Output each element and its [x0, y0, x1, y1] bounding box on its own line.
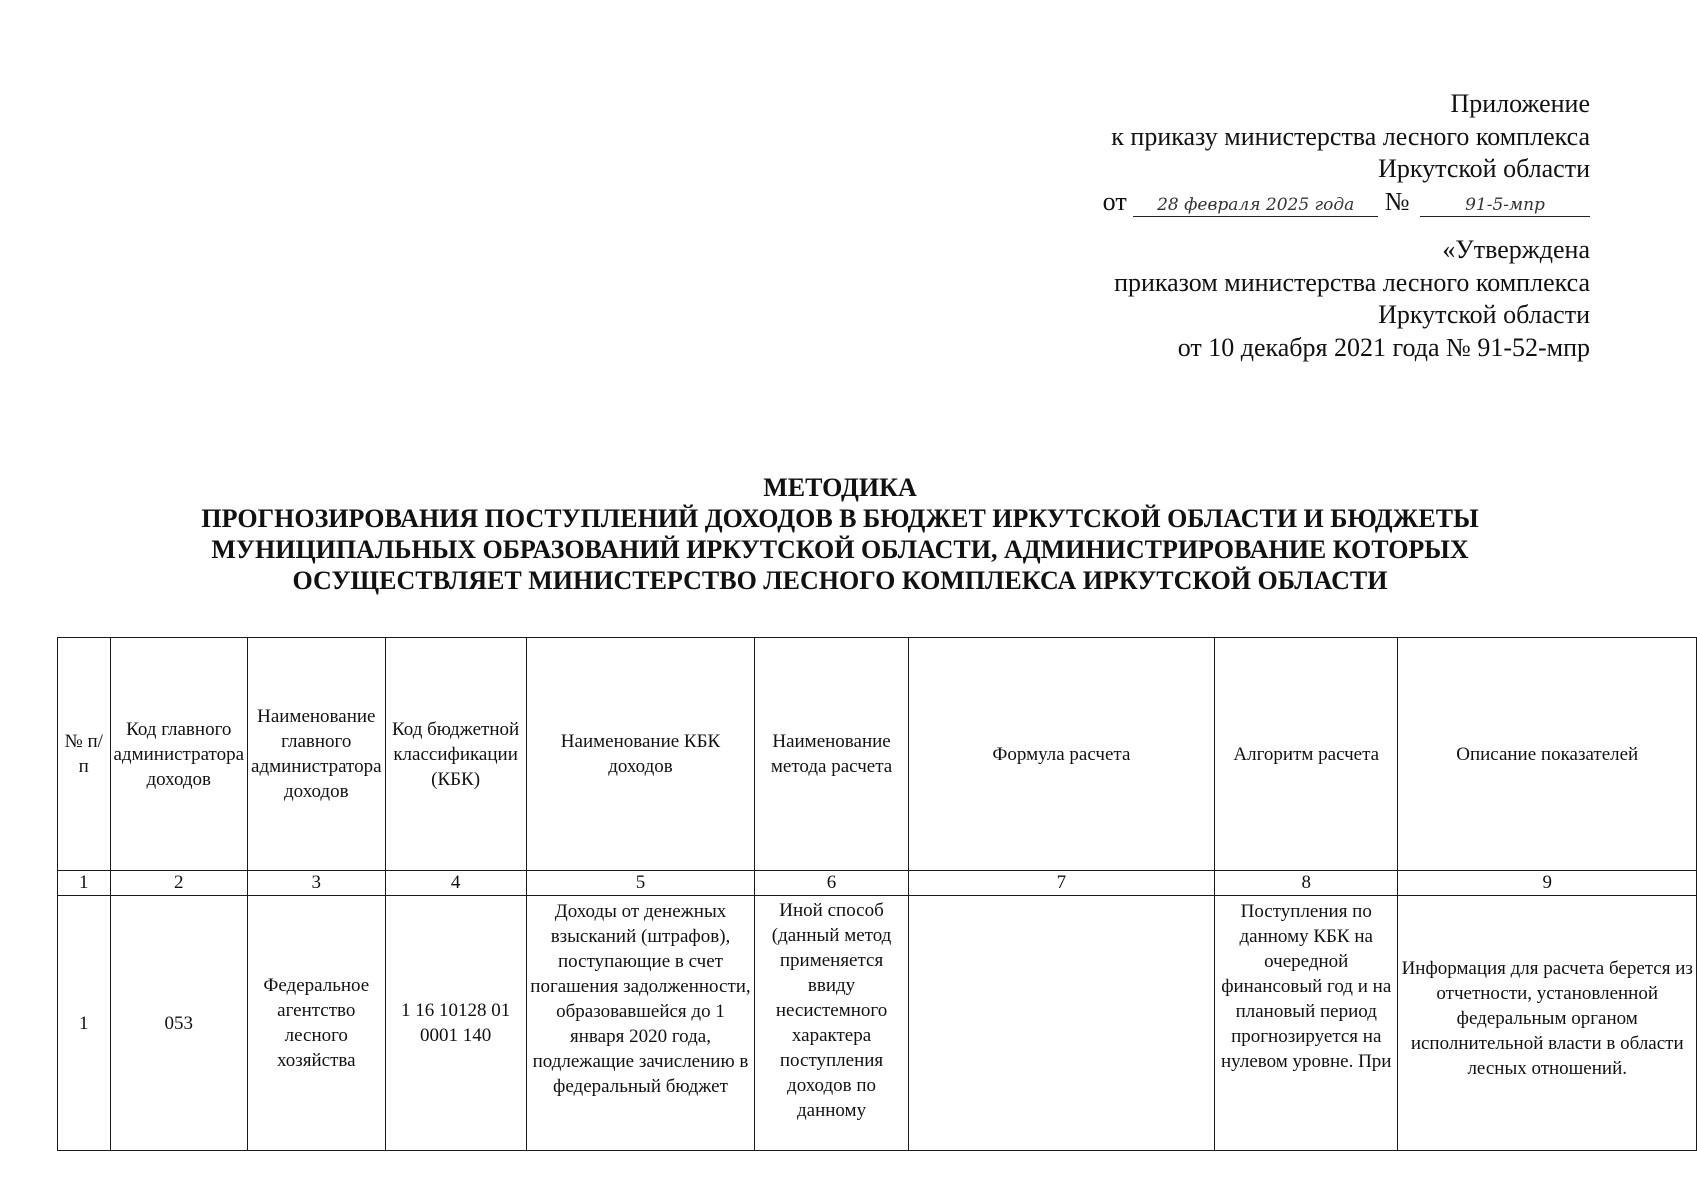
methodology-table: [57, 637, 1697, 1151]
approved-line: Иркутской области: [1378, 300, 1590, 329]
title-line: МУНИЦИПАЛЬНЫХ ОБРАЗОВАНИЙ ИРКУТСКОЙ ОБЛАСТИ, АДМИНИСТРИРОВАНИЕ КОТОРЫХ: [211, 535, 1469, 564]
column-number-cell: 3: [248, 871, 386, 896]
appendix-line: Иркутской области: [1378, 154, 1590, 183]
header-cell: Формула расчета: [908, 638, 1214, 871]
title-line: ОСУЩЕСТВЛЯЕТ МИНИСТЕРСТВО ЛЕСНОГО КОМПЛЕКСА ИРКУТСКОЙ ОБЛАСТИ: [292, 566, 1388, 595]
column-number-cell: 9: [1398, 871, 1697, 896]
header-cell: Описание показателей: [1398, 638, 1697, 871]
description-text: Информация для расчета берется из отчетности, установленной федеральным органом исполнительной власти в области лесных отношений.: [1401, 957, 1693, 1079]
approved-line: приказом министерства лесного комплекса: [1114, 267, 1590, 297]
table-row: [58, 896, 1697, 1151]
row-number-cell: 1: [58, 896, 111, 1151]
appendix-line: к приказу министерства лесного комплекса: [1111, 121, 1590, 151]
formula-cell: [908, 896, 1214, 1151]
handwritten-number: 91-5-мпр: [1420, 194, 1590, 217]
header-cell: Наименование КБК доходов: [526, 638, 755, 871]
header-cell: Код бюджетной классификации (КБК): [385, 638, 526, 871]
number-sign: №: [1384, 186, 1410, 216]
algorithm-cell: [1215, 896, 1398, 1151]
column-number-cell: 8: [1215, 871, 1398, 896]
kbk-cell: 1 16 10128 01 0001 140: [385, 896, 526, 1151]
kbk-name-text: Доходы от денежных взысканий (штрафов), поступающие в счет погашения задолженности, образовавшейся до 1 января 2020 года, подлежащие зачислению в федеральный бюджет: [530, 901, 751, 1097]
appendix-title: Приложение: [1450, 89, 1590, 118]
admin-code-cell: 053: [110, 896, 248, 1151]
column-number-cell: 2: [110, 871, 248, 896]
column-number-cell: 6: [755, 871, 908, 896]
header-cell: Код главного администратора доходов: [110, 638, 248, 871]
header-cell: Наименование главного администратора доходов: [248, 638, 386, 871]
order-date-line: [890, 186, 1590, 219]
approved-line: «Утверждена: [1442, 235, 1590, 264]
method-cell: [755, 896, 908, 1151]
header-cell: Алгоритм расчета: [1215, 638, 1398, 871]
method-text: Иной способ (данный метод применяется ввиду несистемного характера поступления доходов по данному: [771, 900, 892, 1121]
handwritten-date: 28 февраля 2025 года: [1133, 194, 1378, 217]
date-prefix: от: [1102, 186, 1127, 216]
column-number-row: [58, 871, 1697, 896]
description-cell: [1398, 896, 1697, 1151]
document-title: [60, 472, 1620, 596]
table-header-row: [58, 638, 1697, 871]
title-line: МЕТОДИКА: [763, 473, 917, 502]
approved-line: от 10 декабря 2021 года № 91-52-мпр: [1177, 332, 1590, 362]
admin-name-cell: Федеральное агентство лесного хозяйства: [248, 896, 386, 1151]
header-cell: Наименование метода расчета: [755, 638, 908, 871]
column-number-cell: 4: [385, 871, 526, 896]
methodology-table-wrap: [57, 637, 1697, 1151]
column-number-cell: 5: [526, 871, 755, 896]
appendix-block: [890, 88, 1590, 364]
algorithm-text: Поступления по данному КБК на очередной финансовый год и на плановый период прогнозируется на нулевом уровне. При: [1221, 901, 1392, 1072]
header-cell: № п/п: [58, 638, 111, 871]
title-line: ПРОГНОЗИРОВАНИЯ ПОСТУПЛЕНИЙ ДОХОДОВ В БЮДЖЕТ ИРКУТСКОЙ ОБЛАСТИ И БЮДЖЕТЫ: [201, 504, 1479, 533]
kbk-name-cell: [526, 896, 755, 1151]
column-number-cell: 1: [58, 871, 111, 896]
column-number-cell: 7: [908, 871, 1214, 896]
